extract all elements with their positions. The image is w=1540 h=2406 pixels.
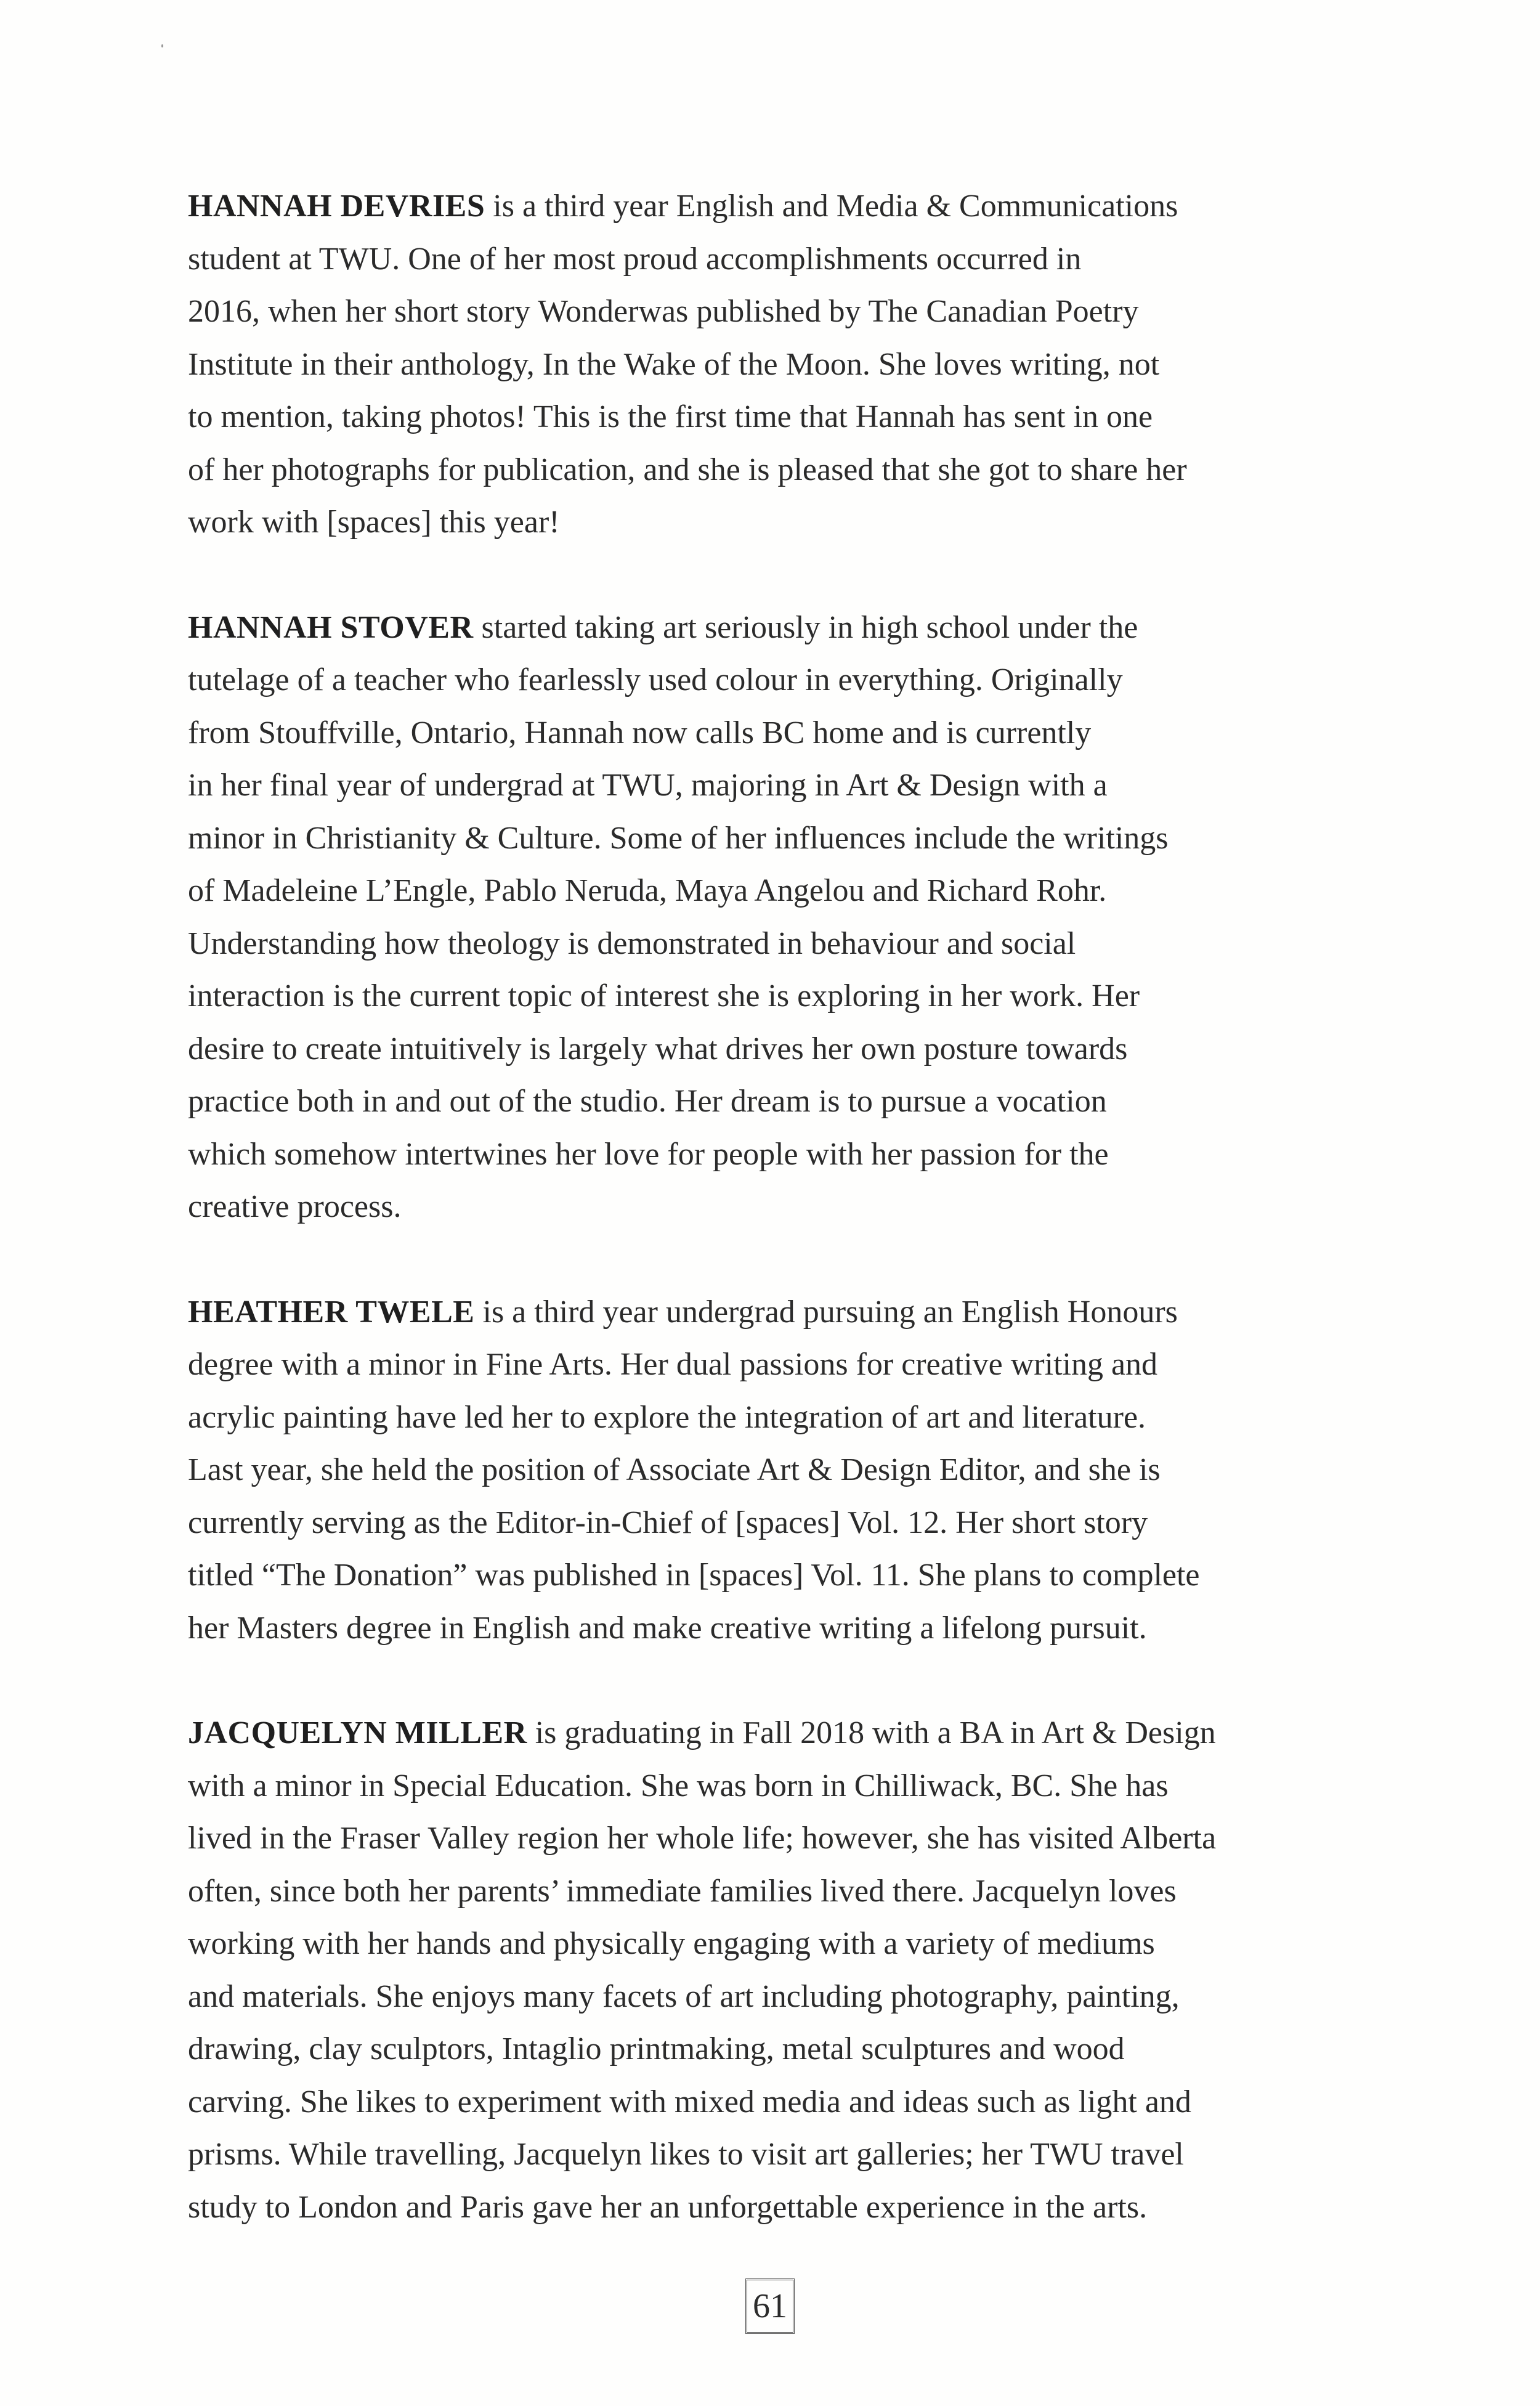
bio-line: often, since both her parents’ immediate families lived there. Jacquelyn loves — [188, 1873, 1177, 1909]
bio-name: HANNAH STOVER — [188, 609, 474, 645]
bio-line: Institute in their anthology, In the Wake of the Moon. She loves writing, not — [188, 346, 1160, 382]
bio-line: working with her hands and physically engaging with a variety of mediums — [188, 1926, 1155, 1961]
bio-line: acrylic painting have led her to explore the integration of art and literature. — [188, 1399, 1146, 1435]
bio-line: practice both in and out of the studio. Her dream is to pursue a vocation — [188, 1084, 1107, 1119]
bio-name: HANNAH DEVRIES — [188, 189, 485, 224]
bio-line: in her final year of undergrad at TWU, majoring in Art & Design with a — [188, 768, 1108, 803]
bio-line: creative process. — [188, 1189, 402, 1224]
bio-line: with a minor in Special Education. She was born in Chilliwack, BC. She has — [188, 1768, 1169, 1803]
bio-line: tutelage of a teacher who fearlessly used colour in everything. Originally — [188, 662, 1123, 697]
bio-line: of Madeleine L’Engle, Pablo Neruda, Maya Angelou and Richard Rohr. — [188, 873, 1107, 908]
bio-name: JACQUELYN MILLER — [188, 1715, 527, 1750]
bio-line: her Masters degree in English and make creative writing a lifelong pursuit. — [188, 1610, 1147, 1646]
bio-line: Last year, she held the position of Associate Art & Design Editor, and she is — [188, 1452, 1161, 1487]
bio-line: prisms. While travelling, Jacquelyn likes to visit art galleries; her TWU travel — [188, 2137, 1184, 2172]
bio-line: started taking art seriously in high school under the — [473, 609, 1138, 645]
bio-line: minor in Christianity & Culture. Some of her influences include the writings — [188, 820, 1169, 856]
bio-hannah-stover — [188, 601, 1380, 1233]
bio-hannah-devries — [188, 180, 1380, 549]
bio-line: work with [spaces] this year! — [188, 505, 560, 540]
bio-line: drawing, clay sculptors, Intaglio printmaking, metal sculptures and wood — [188, 2031, 1125, 2067]
bio-line: Understanding how theology is demonstrated in behaviour and social — [188, 925, 1076, 961]
bio-line: study to London and Paris gave her an unforgettable experience in the arts. — [188, 2189, 1148, 2225]
bio-line: titled “The Donation” was published in [spaces] Vol. 11. She plans to complete — [188, 1558, 1200, 1593]
page-number: 61 — [745, 2278, 795, 2334]
bio-line: from Stouffville, Ontario, Hannah now calls BC home and is currently — [188, 715, 1092, 750]
bio-line: and materials. She enjoys many facets of art including photography, painting, — [188, 1978, 1180, 2014]
bio-line: currently serving as the Editor-in-Chief of [spaces] Vol. 12. Her short story — [188, 1505, 1148, 1540]
bio-line: lived in the Fraser Valley region her whole life; however, she has visited Alberta — [188, 1821, 1217, 1856]
bio-name: HEATHER TWELE — [188, 1294, 475, 1330]
bio-line: desire to create intuitively is largely what drives her own posture towards — [188, 1031, 1128, 1067]
bio-line: interaction is the current topic of interest she is exploring in her work. Her — [188, 978, 1140, 1014]
bio-heather-twele — [188, 1286, 1380, 1655]
bio-line: carving. She likes to experiment with mixed media and ideas such as light and — [188, 2084, 1191, 2119]
bio-line: to mention, taking photos! This is the first time that Hannah has sent in one — [188, 399, 1153, 434]
scan-speck — [161, 44, 163, 47]
contributor-bios — [188, 180, 1380, 2286]
bio-line: 2016, when her short story Wonderwas published by The Canadian Poetry — [188, 294, 1139, 329]
bio-line: is a third year undergrad pursuing an English Honours — [474, 1294, 1178, 1330]
bio-line: student at TWU. One of her most proud accomplishments occurred in — [188, 241, 1082, 277]
bio-line: of her photographs for publication, and she is pleased that she got to share her — [188, 452, 1187, 487]
bio-line: degree with a minor in Fine Arts. Her dual passions for creative writing and — [188, 1347, 1158, 1382]
bio-line: which somehow intertwines her love for people with her passion for the — [188, 1136, 1109, 1172]
bio-line: is a third year English and Media & Communications — [485, 189, 1178, 224]
bio-jacquelyn-miller — [188, 1707, 1380, 2233]
bio-line: is graduating in Fall 2018 with a BA in Art & Design — [527, 1715, 1216, 1750]
